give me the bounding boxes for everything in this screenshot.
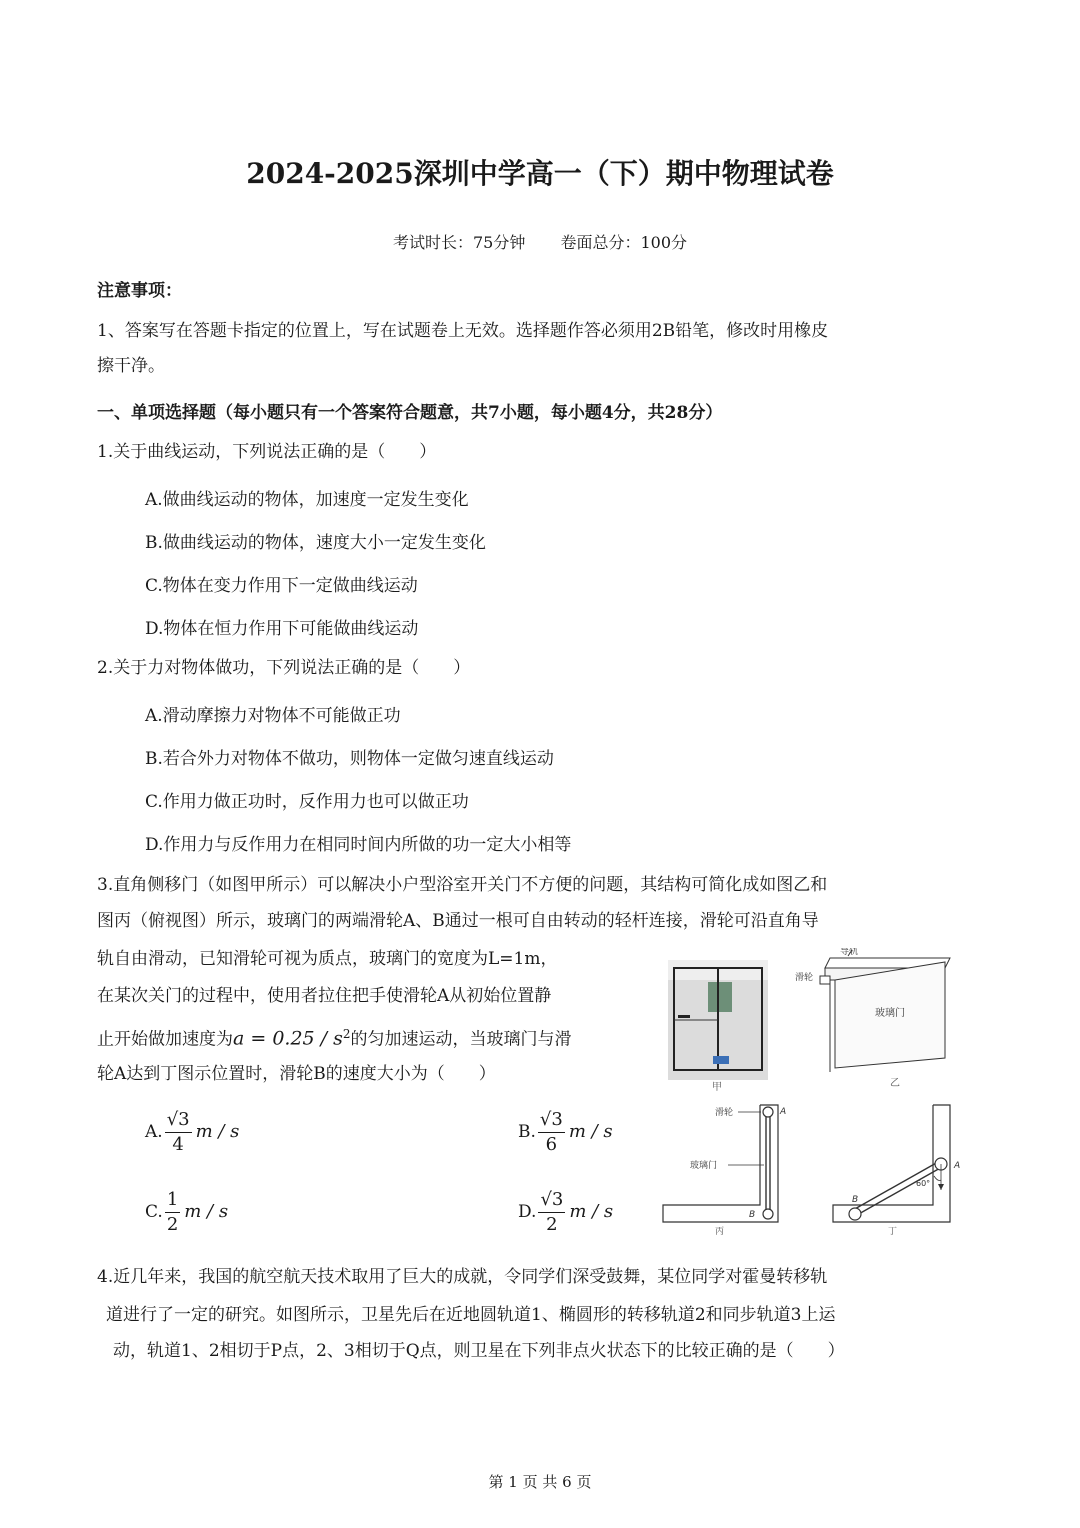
figure-yi [790,948,960,1088]
glass-door-text: 玻璃门 [690,1161,718,1171]
pulley-b-ding [849,1208,861,1220]
q1-option-d: D.物体在恒力作用下可能做曲线运动 [145,619,419,639]
rail-outline [663,1105,778,1222]
q3-option-b-fraction [538,1108,565,1157]
q3-option-a [145,1108,239,1157]
glass-door-label: 玻璃门 [875,1008,905,1019]
arrow-head [938,1184,944,1190]
q3-line-5-post: 的匀加速运动，当玻璃门与滑 [350,1029,572,1050]
q3-line-4: 在某次关门的过程中，使用者拉住把手使滑轮A从初始位置静 [97,986,552,1006]
rail-outline-ding [833,1105,950,1222]
section-heading: 一、单项选择题（每小题只有一个答案符合题意，共7小题，每小题4分，共28分） [97,403,723,423]
q3-option-c-denominator: 2 [166,1214,179,1235]
q4-line-3: 动，轨道1、2相切于P点，2、3相切于Q点，则卫星在下列非点火状态下的比较正确的是（ ） [113,1341,845,1361]
q3-option-d-label: D. [518,1202,537,1222]
pulley-text: 滑轮 [715,1108,734,1118]
q1-option-c: C.物体在变力作用下一定做曲线运动 [145,576,418,596]
point-b-label-ding: B [852,1195,859,1205]
notice-line-2: 擦干净。 [97,356,165,376]
figure-bing [660,1100,820,1235]
figure-yi-caption: 乙 [890,1078,900,1088]
q3-line-5 [97,1023,572,1051]
q1-option-a: A.做曲线运动的物体，加速度一定发生变化 [145,490,469,510]
q3-option-b [518,1108,613,1157]
q3-option-b-numerator: √3 [538,1108,565,1133]
q3-option-d [518,1188,613,1237]
exam-info [0,230,1080,253]
door-rotated-line-2 [857,1167,942,1215]
q2-option-b: B.若合外力对物体不做功，则物体一定做匀速直线运动 [145,749,554,769]
q3-option-c-unit: m / s [184,1201,229,1222]
q4-line-2: 道进行了一定的研究。如图所示，卫星先后在近地圆轨道1、椭圆形的转移轨道2和同步轨道3上运 [106,1305,836,1325]
q3-line-6: 轮A达到丁图示位置时，滑轮B的速度大小为（ ） [97,1064,496,1084]
point-a-label: A [780,1107,787,1117]
page-footer: 第 1 页 共 6 页 [488,1473,592,1491]
q2-option-a: A.滑动摩擦力对物体不可能做正功 [145,706,401,726]
rail-label: 导轨 [840,948,859,957]
q3-option-c-numerator: 1 [165,1188,180,1213]
q3-option-d-numerator: √3 [538,1188,565,1213]
pulley-a [763,1107,773,1117]
figure-jia-label: 甲 [712,1082,722,1093]
floor-mat [713,1056,729,1064]
q3-line-1: 3.直角侧移门（如图甲所示）可以解决小户型浴室开关门不方便的问题，其结构可简化成如图乙和 [97,875,828,895]
q3-option-b-unit: m / s [568,1121,613,1142]
q2-stem: 2.关于力对物体做功，下列说法正确的是（ ） [97,658,471,678]
notice-line-1: 1、答案写在答题卡指定的位置上，写在试题卷上无效。选择题作答必须用2B铅笔，修改时用橡皮 [97,321,829,341]
q1-stem: 1.关于曲线运动，下列说法正确的是（ ） [97,442,437,462]
q3-option-c-fraction [165,1188,180,1237]
q3-option-a-label: A. [145,1122,163,1142]
acceleration-formula: a = 0.25 / s [233,1027,343,1050]
q3-option-d-denominator: 2 [546,1214,558,1235]
figure-jia-photo [668,960,768,1080]
q3-option-b-denominator: 6 [545,1134,558,1155]
exam-duration: 考试时长：75分钟 [392,233,526,252]
q4-line-1: 4.近几年来，我国的航空航天技术取用了巨大的成就，令同学们深受鼓舞，某位同学对霍曼转移轨 [97,1267,828,1287]
q3-option-b-label: B. [518,1122,536,1142]
q3-line-3: 轨自由滑动，已知滑轮可视为质点，玻璃门的宽度为L=1m， [97,949,558,969]
pulley-b [763,1209,773,1219]
q3-option-a-numerator: √3 [165,1108,192,1133]
pulley-block [820,976,830,984]
point-a-label-ding: A [954,1161,961,1171]
angle-label: 60° [916,1179,931,1188]
acceleration-exponent: 2 [342,1027,351,1041]
page-title: 2024-2025深圳中学高一（下）期中物理试卷 [246,157,834,190]
exam-total-score: 卷面总分：100分 [560,233,687,252]
q3-line-2: 图丙（俯视图）所示，玻璃门的两端滑轮A、B通过一根可自由转动的轻杆连接，滑轮可沿直角导 [97,911,819,931]
q3-option-c-label: C. [145,1202,163,1222]
notice-heading: 注意事项： [97,281,182,301]
q3-option-d-fraction [538,1188,565,1237]
q2-option-c: C.作用力做正功时，反作用力也可以做正功 [145,792,469,812]
q1-option-b: B.做曲线运动的物体，速度大小一定发生变化 [145,533,486,553]
q3-option-a-unit: m / s [195,1121,240,1142]
pulley-label: 滑轮 [795,973,814,983]
q3-option-d-unit: m / s [569,1201,614,1222]
q3-line-5-pre: 止开始做加速度为 [97,1029,233,1050]
q2-option-d: D.作用力与反作用力在相同时间内所做的功一定大小相等 [145,835,572,855]
point-b-label: B [749,1210,756,1220]
figure-bing-caption: 丙 [715,1227,725,1235]
q3-option-c [145,1188,228,1237]
q3-option-a-fraction [165,1108,192,1157]
photo-window [708,982,732,1012]
angle-arc [934,1176,941,1181]
door-handle [678,1015,690,1018]
q3-option-a-denominator: 4 [172,1134,184,1155]
figure-ding-caption: 丁 [888,1227,898,1235]
figure-ding [830,1100,970,1235]
